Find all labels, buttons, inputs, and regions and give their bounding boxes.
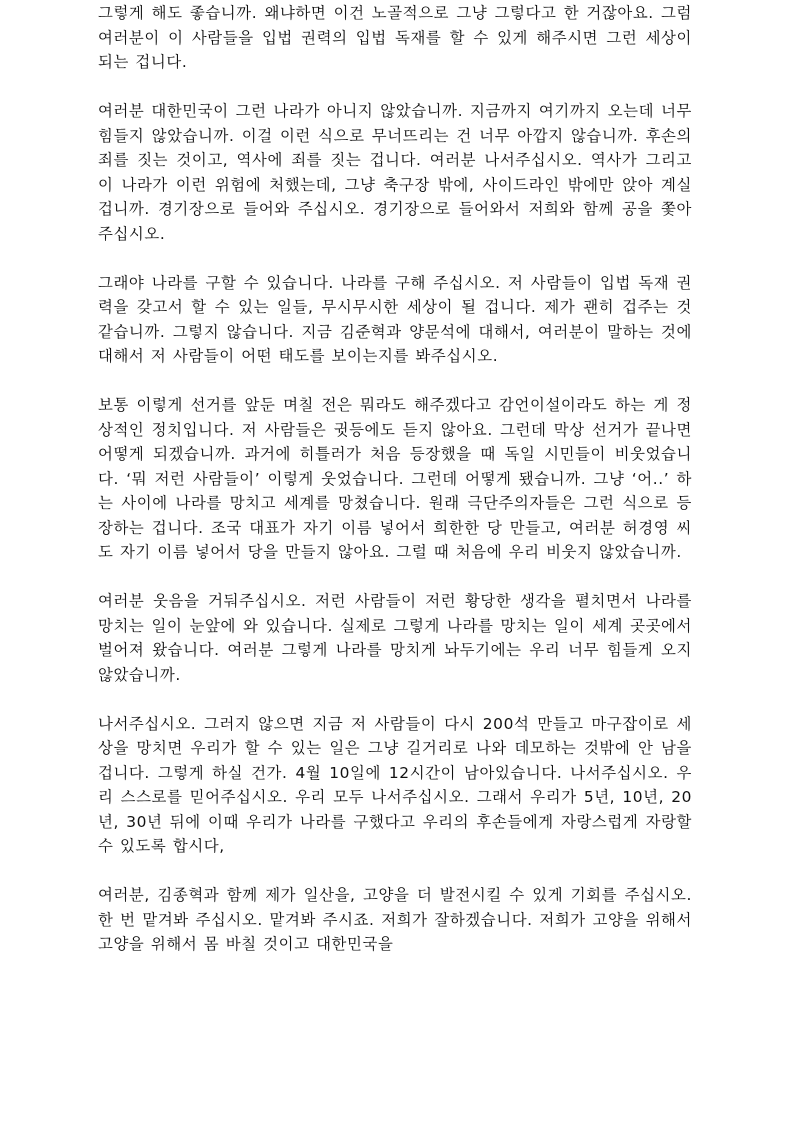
- paragraph: 여러분 대한민국이 그런 나라가 아니지 않았습니까. 지금까지 여기까지 오는데 너무 힘들지 않았습니까. 이걸 이런 식으로 무너뜨리는 건 너무 아깝지 않습니까. 후손의 죄를 짓는 것이고, 역사에 죄를 짓는 겁니다. 여러분 나서주십시오. 역사가 그리고 이 나라가 이런 위험에 처했는데, 그냥 축구장 밖에, 사이드라인 밖에만 앉아 계실 겁니까. 경기장으로 들어와 주십시오. 경기장으로 들어와서 저희와 함께 공을 쫓아주십시오.: [98, 102, 692, 243]
- paragraph: 보통 이렇게 선거를 앞둔 며칠 전은 뭐라도 해주겠다고 감언이설이라도 하는 게 정상적인 정치입니다. 저 사람들은 귓등에도 듣지 않아요. 그런데 막상 선거가 끝나면 어떻게 되겠습니까. 과거에 히틀러가 처음 등장했을 때 독일 시민들이 비웃었습니다. ‘뭐 저런 사람들이’ 이렇게 웃었습니다. 그런데 어떻게 됐습니까. 그냥 ‘어..’ 하는 사이에 나라를 망치고 세계를 망쳤습니다. 원래 극단주의자들은 그런 식으로 등장하는 겁니다. 조국 대표가 자기 이름 넣어서 희한한 당 만들고, 여러분 허경영 씨도 자기 이름 넣어서 당을 만들지 않아요. 그럴 때 처음에 우리 비웃지 않았습니까.: [98, 396, 692, 561]
- document-page: [98, 0, 692, 981]
- paragraph: 여러분, 김종혁과 함께 제가 일산을, 고양을 더 발전시킬 수 있게 기회를 주십시오. 한 번 맡겨봐 주십시오. 맡겨봐 주시죠. 저희가 잘하겠습니다. 저희가 고양을 위해서 고양을 위해서 몸 바칠 것이고 대한민국을: [98, 886, 692, 953]
- paragraph: 그렇게 해도 좋습니까. 왜냐하면 이건 노골적으로 그냥 그렇다고 한 거잖아요. 그럼 여러분이 이 사람들을 입법 권력의 입법 독재를 할 수 있게 해주시면 그런 세상이 되는 겁니다.: [98, 4, 692, 71]
- paragraph: 여러분 웃음을 거둬주십시오. 저런 사람들이 저런 황당한 생각을 펼치면서 나라를 망치는 일이 눈앞에 와 있습니다. 실제로 그렇게 나라를 망치는 일이 세계 곳곳에서 벌어져 왔습니다. 여러분 그렇게 나라를 망치게 놔두기에는 우리 너무 힘들게 오지 않았습니까.: [98, 592, 692, 684]
- paragraph: 그래야 나라를 구할 수 있습니다. 나라를 구해 주십시오. 저 사람들이 입법 독재 권력을 갖고서 할 수 있는 일들, 무시무시한 세상이 될 겁니다. 제가 괜히 겁주는 것 같습니까. 그렇지 않습니다. 지금 김준혁과 양문석에 대해서, 여러분이 말하는 것에 대해서 저 사람들이 어떤 태도를 보이는지를 봐주십시오.: [98, 273, 692, 365]
- paragraph: 나서주십시오. 그러지 않으면 지금 저 사람들이 다시 200석 만들고 마구잡이로 세상을 망치면 우리가 할 수 있는 일은 그냥 길거리로 나와 데모하는 것밖에 안 남을 겁니다. 그렇게 하실 건가. 4월 10일에 12시간이 남아있습니다. 나서주십시오. 우리 스스로를 믿어주십시오. 우리 모두 나서주십시오. 그래서 우리가 5년, 10년, 20년, 30년 뒤에 이때 우리가 나라를 구했다고 우리의 후손들에게 자랑스럽게 자랑할 수 있도록 합시다,: [98, 714, 692, 855]
